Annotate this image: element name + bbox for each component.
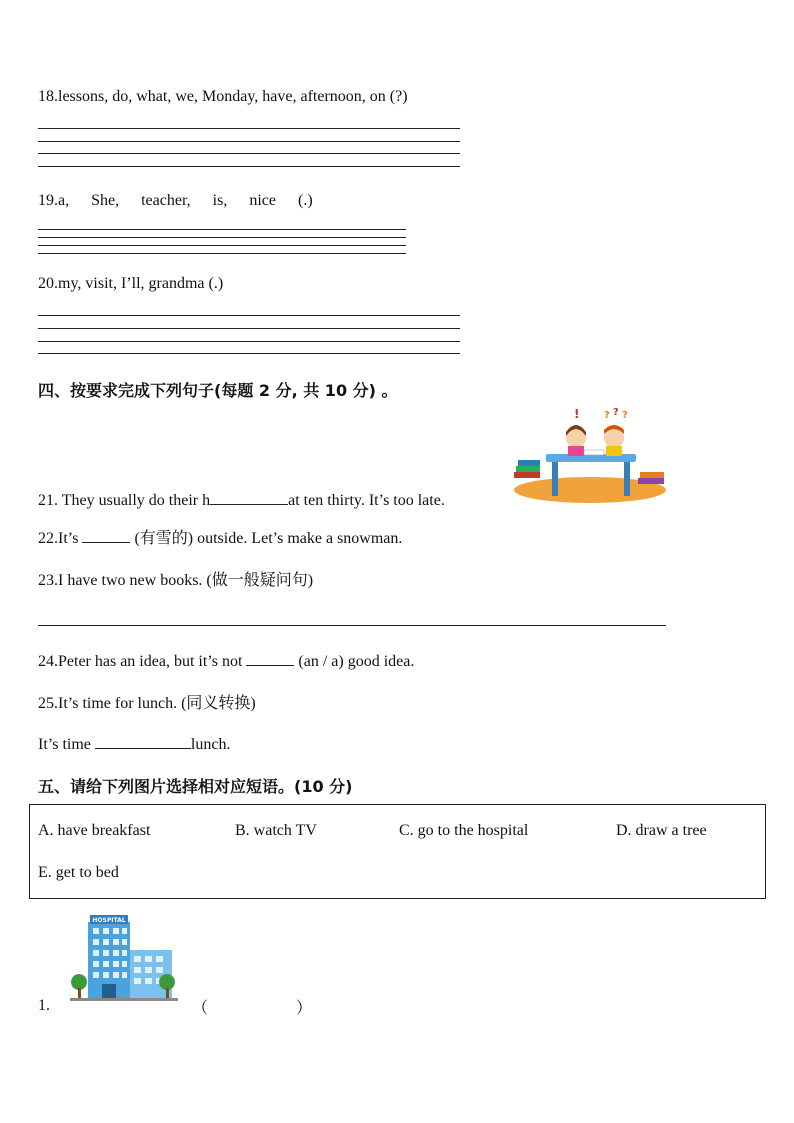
option-d: D. draw a tree [616,822,707,839]
answer-line[interactable] [38,315,460,316]
answer-line[interactable] [38,166,460,167]
option-c: C. go to the hospital [399,822,529,839]
question-text: 21. They usually do their h [38,492,211,509]
question-text: It’s time [38,736,91,753]
item-1-number: 1. [38,997,50,1014]
svg-text:?: ? [604,410,610,421]
question-text: 24.Peter has an idea, but it’s not [38,653,243,670]
answer-line[interactable] [38,237,406,238]
item-1-answer-slot[interactable] [214,995,298,1015]
word: (.) [297,192,313,209]
item-1-open-paren: （ [192,998,209,1017]
blank-field[interactable] [246,650,294,666]
answer-line[interactable] [38,341,460,342]
option-a: A. have breakfast [38,822,151,839]
section-4-heading: 四、按要求完成下列句子(每题 2 分, 共 10 分) 。 [38,381,398,400]
svg-text:?: ? [613,408,619,418]
blank-field[interactable] [82,527,130,543]
blank-field[interactable] [210,489,288,505]
svg-text:!: ! [574,408,580,421]
question-number: 19. [38,192,58,209]
question-20: 20.my, visit, I’ll, grandma (.) [38,275,224,292]
section-5-heading: 五、请给下列图片选择相对应短语。(10 分) [38,777,353,796]
word: is, [212,192,228,209]
answer-line[interactable] [38,229,406,230]
item-1-close-paren: ） [296,998,313,1017]
hospital-sign: HOSPITAL [92,917,126,924]
question-25-answer [38,733,230,754]
question-18: 18.lessons, do, what, we, Monday, have, afternoon, on (?) [38,88,408,105]
question-19 [38,192,313,210]
option-e: E. get to bed [38,864,119,881]
answer-line[interactable] [38,625,666,626]
question-24 [38,650,414,671]
word: She, [91,192,120,209]
blank-field[interactable] [95,733,191,749]
question-text: (有雪的) outside. Let’s make a snowman. [134,530,403,547]
question-21 [38,489,445,510]
answer-line[interactable] [38,153,460,154]
word: a, [58,192,70,209]
question-text: at ten thirty. It’s too late. [288,492,445,509]
question-25: 25.It’s time for lunch. (同义转换) [38,695,256,712]
answer-line[interactable] [38,141,460,142]
question-22 [38,525,402,548]
word: nice [249,192,276,209]
question-23: 23.I have two new books. (做一般疑问句) [38,572,314,589]
answer-line[interactable] [38,353,460,354]
answer-line[interactable] [38,128,460,129]
kids-studying-illustration [510,408,666,504]
svg-text:?: ? [622,410,628,421]
question-text: 22.It’s [38,530,79,547]
option-b: B. watch TV [235,822,317,839]
word: teacher, [141,192,191,209]
hospital-picture [68,912,180,1004]
question-text: lunch. [190,736,231,753]
options-box [29,804,766,899]
answer-line[interactable] [38,253,406,254]
question-text: (an / a) good idea. [298,653,415,670]
answer-line[interactable] [38,245,406,246]
answer-line[interactable] [38,328,460,329]
